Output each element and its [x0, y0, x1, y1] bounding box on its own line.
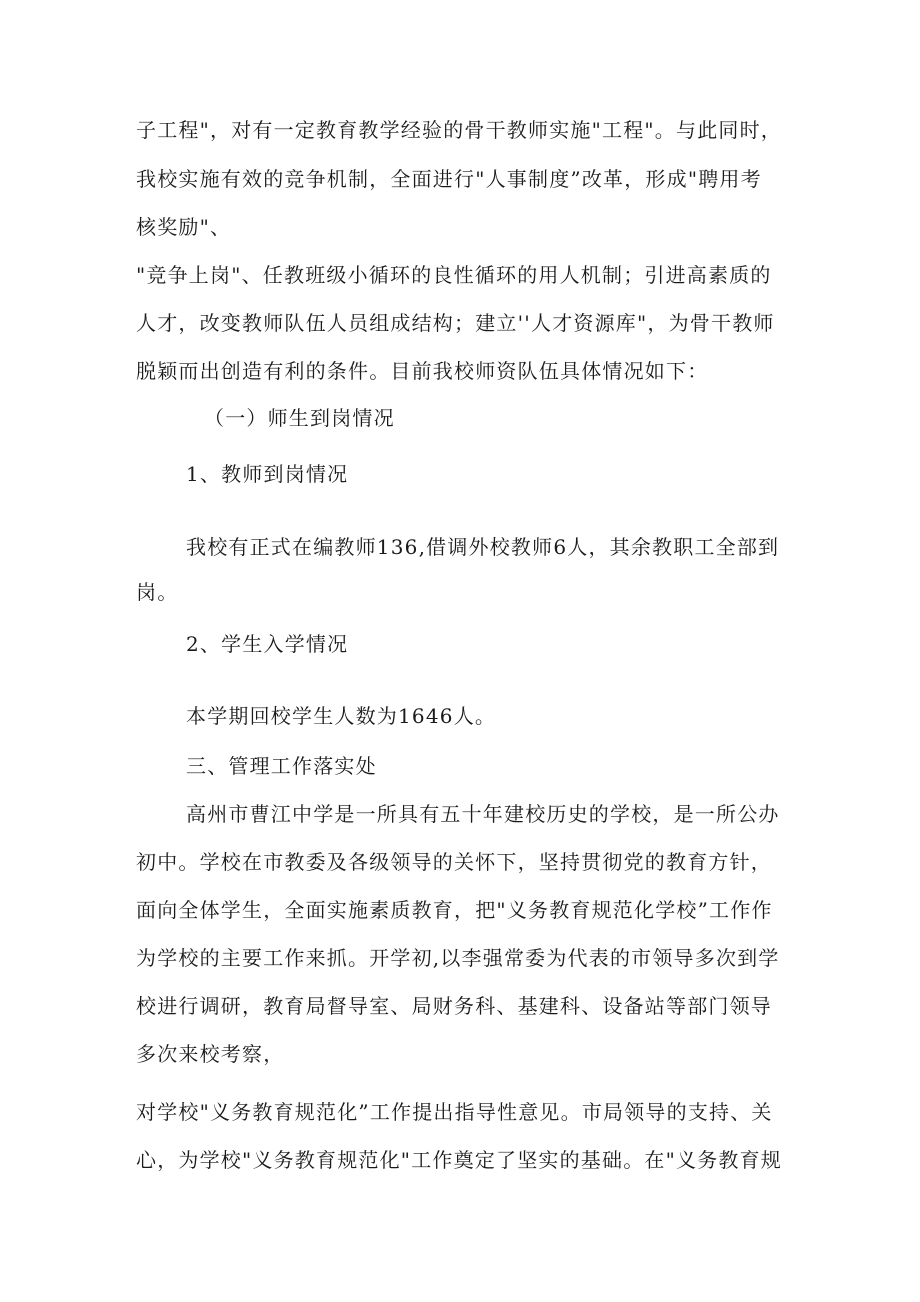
subsection-heading: 2、学生入学情况: [186, 632, 349, 656]
subsection-heading: 1、教师到岗情况: [186, 462, 349, 486]
paragraph-line: 多次来校考察，: [136, 1042, 285, 1066]
paragraph-line: 校进行调研，教育局督导室、局财务科、基建科、设备站等部门领导: [136, 994, 772, 1018]
paragraph-line: 初中。学校在市教委及各级领导的关怀下，坚持贯彻党的教育方针，: [136, 850, 772, 874]
section-heading: 三、管理工作落实处: [186, 754, 377, 778]
paragraph-line: 面向全体学生，全面实施素质教育，把"义务教育规范化学校”工作作: [136, 898, 773, 922]
paragraph-line: 子工程"，对有一定教育教学经验的骨干教师实施"工程"。与此同时，: [136, 118, 782, 142]
paragraph-line: 心，为学校"义务教育规范化"工作奠定了坚实的基础。在"义务教育规: [136, 1148, 782, 1172]
paragraph-line: 高州市曹江中学是一所具有五十年建校历史的学校，是一所公办: [186, 802, 780, 826]
paragraph-line: 核奖励"、: [136, 215, 232, 239]
paragraph-line: 本学期回校学生人数为1646人。: [186, 704, 497, 728]
paragraph-line: 我校实施有效的竞争机制，全面进行"人事制度”改革，形成"聘用考: [136, 167, 762, 191]
paragraph-line: 为学校的主要工作来抓。开学初,以李强常委为代表的市领导多次到学: [136, 946, 780, 970]
paragraph-line: 脱颖而出创造有利的条件。目前我校师资队伍具体情况如下：: [136, 359, 709, 383]
paragraph-line: 我校有正式在编教师136,借调外校教师6人，其余教职工全部到: [186, 535, 780, 559]
paragraph-line: "竞争上岗"、任教班级小循环的良性循环的用人机制；引进高素质的: [136, 263, 772, 287]
paragraph-line: 人才，改变教师队伍人员组成结构；建立''人才资源库"，为骨干教师: [136, 311, 775, 335]
paragraph-line: 岗。: [136, 580, 179, 604]
paragraph-line: 对学校"义务教育规范化”工作提出指导性意见。市局领导的支持、关: [136, 1100, 773, 1124]
section-heading: （一）师生到岗情况: [204, 406, 395, 430]
